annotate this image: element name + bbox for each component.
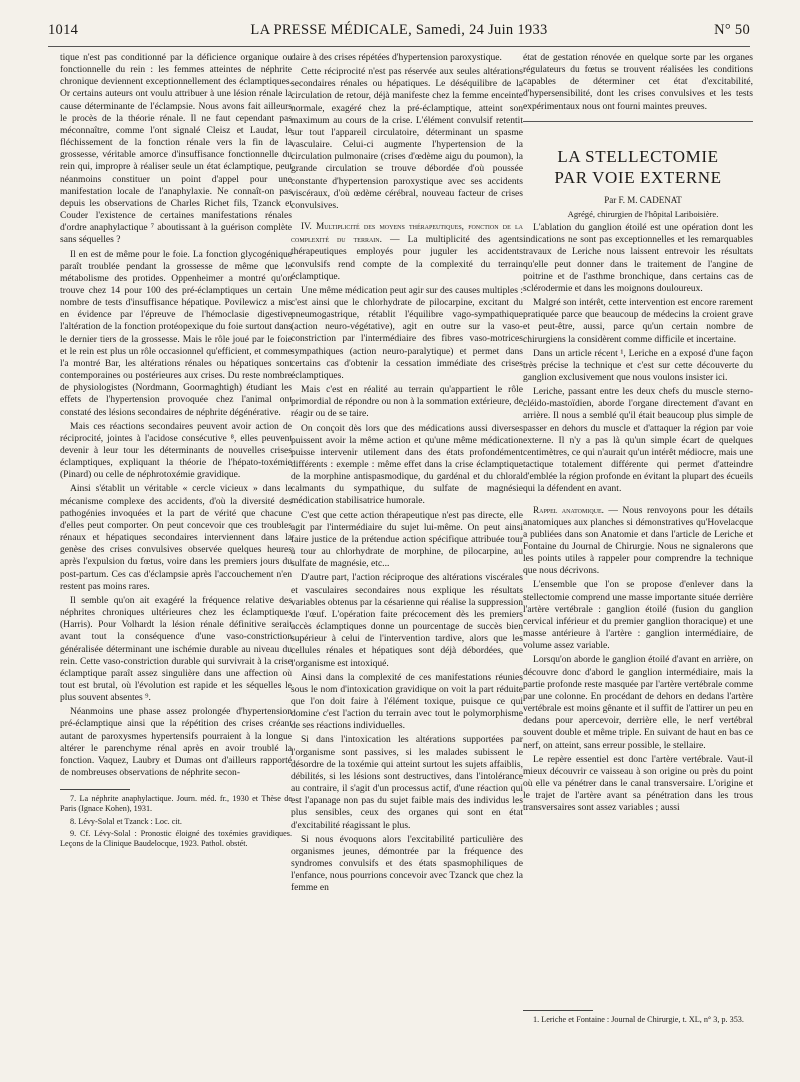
rappel-text: — Nous renvoyons pour les détails anatomiques aux planches si démonstratives qu'Hovelacque a publiées dans son Anatomie et dans l'article de Leriche et Fontaine du Journal de Chirurgie. Nous ne signalerons que les points utiles à rappeler pour comprendre la technique que nous décrivons. — [523, 504, 753, 577]
paragraph: tique n'est pas conditionné par la déficience organique ou fonctionnelle du rein : les femmes atteintes de néphrite chronique deviennent exceptionnellement des éclamptiques. Or certains auteurs ont voulu attribuer à une lésion rénale la cause déterminante de l'éclampsie. Nous avons fait ailleurs le procès de la théorie rénale. Il ne faut cependant pas méconnaître, comme l'ont signalé Cleisz et Laudat, le fléchissement de la fonction rénale vers la fin de la grossesse, véritable amorce d'insuffisance fonctionnelle du rein qui, impropre à réaliser seule un état éclamptique, peut néanmoins constituer un point d'appel pour une manifestation locale de l'anaphylaxie. Ne connaît-on pas depuis les observations de Charles Richet fils, Tzanck et Couder l'existence de certaines manifestations rénales d'ordre anaphylactique ⁷ aboutissant à la guérison complète sans séquelles ? — [60, 52, 292, 246]
section-heading: IV. Multiplicité des moyens thérapeutiques, fonction de la complexité du terrain. — [291, 221, 523, 245]
footnote: 7. La néphrite anaphylactique. Journ. méd. fr., 1930 et Thèse de Paris (Ignace Kohen), 1931. — [60, 794, 292, 814]
article-title — [523, 146, 753, 188]
column-3-footnotes — [523, 1010, 753, 1027]
paragraph: C'est que cette action thérapeutique n'est pas directe, elle agit par l'intermédiaire du sujet lui-même. On peut ainsi faire justice de la prétendue action spécifique attribuée tour à tour au chlorhydrate de morphine, de pilocarpine, au sulfate de magnésie, etc... — [291, 509, 523, 570]
footnote: 9. Cf. Lévy-Solal : Pronostic éloigné des toxémies gravidiques. Leçons de la Clinique Baudelocque, 1923. Pathol. obstét. — [60, 828, 292, 849]
paragraph: Néanmoins une phase assez prolongée d'hypertension pré-éclamptique ainsi que la répétition des crises créant autant de paroxysmes hypertensifs pourraient à la longue altérer le parenchyme rénal après en avoir troublé la fonction. Vaquez, Laubry et Dumas ont d'ailleurs rapporté de nombreuses observations de néphrite secon- — [60, 706, 292, 779]
paragraph: Ainsi dans la complexité de ces manifestations réunies sous le nom d'intoxication gravidique on voit la part réduite que l'on doit faire à l'élément toxique, puisque ce qui domine c'est l'action du terrain avec tout le polymorphisme de ses réactions individuelles. — [291, 671, 523, 732]
paragraph: Malgré son intérêt, cette intervention est encore rarement pratiquée parce que beaucoup de médecins la croient grave et peut-être, aussi, parce qu'un certain nombre de chirurgiens la considèrent comme difficile et incertaine. — [523, 297, 753, 345]
article-title-line: PAR VOIE EXTERNE — [554, 167, 722, 187]
article-title-line: LA STELLECTOMIE — [557, 146, 719, 166]
article-byline: Par F. M. CADENAT — [604, 194, 682, 205]
paragraph: Le repère essentiel est donc l'artère vertébrale. Vaut-il mieux découvrir ce vaisseau à son origine ou près du point où elle va pénétrer dans le canal transversaire. L'origine et le trajet de l'artère avant sa pénétration dans les trous transversaires sont assez variables ; aussi — [523, 753, 753, 814]
paragraph: daire à des crises répétées d'hypertension paroxystique. — [291, 52, 502, 63]
paragraph: On conçoit dès lors que des médications aussi diverses puissent avoir la même action et qu'une même médication puisse intervenir utilement dans des états profondément différents : exemple : même effet dans la crise éclamptique de la morphine antispasmodique, du gardénal et du chloral calmants du sympathique, du sulfate de magnésie médication stabilisatrice humorale. — [291, 422, 523, 507]
header-rule — [48, 46, 750, 47]
paragraph: Il en est de même pour le foie. La fonction glycogénique paraît troublée pendant la grossesse de même que le métabolisme des protides. Oppenheimer a montré qu'on trouve chez 14 pour 100 des pré-éclamptiques un certain nombre de tests d'insuffisance hépatique. Povilewicz a mis en évidence par l'épreuve de l'hémoclasie digestive l'altération de la fonction protéopexique du foie surtout dans le dernier tiers de la grossesse. Mais le rôle joué par le foie et le rein est plus un rôle occasionnel qu'efficient, et comme l'a montré Bar, les altérations rénales ou hépatiques sont contemporaines ou postérieures aux crises. Du reste nombre de physiologistes (Nordmann, Goormaghtigh) étudiant les effets de l'hypertension provoquée chez l'animal ont constaté des lésions secondaires de néphrite dégénérative. — [60, 248, 292, 418]
section-lead: — La multiplicité des agents thérapeutiques employés pour juguler les accidents convulsifs rend compte de la complexité du terrain éclamptique. — [291, 234, 523, 282]
paragraph: L'ensemble que l'on se propose d'enlever dans la stellectomie comprend une masse importante située derrière l'artère vertébrale : ganglion étoilé (fusion du ganglion cervical inférieur et du premier ganglion thoracique) et une masse antérieure à l'artère : ganglion intermédiaire, de volume assez variable. — [523, 579, 753, 652]
paragraph: L'ablation du ganglion étoilé est une opération dont les indications ne sont pas exceptionnelles et les remarquables travaux de Leriche nous laissent entrevoir les résultats qu'elle peut donner dans le traitement de l'angine de poitrine et de l'asthme bronchique, dans certains cas de sclérodermie et dans les moignons douloureux. — [523, 222, 753, 294]
page-number: 1014 — [48, 22, 79, 38]
footnote-rule — [523, 1010, 593, 1011]
paragraph: Si dans l'intoxication les altérations supportées par l'organisme sont passives, si les malades subissent le désordre de la toxémie qui atteint surtout les sujets affaiblis, débilités, si les lésions sont destructives, dans l'intolérance au contraire, il s'agit d'un processus actif, d'une réaction qui est l'apanage non pas du sujet faible mais des individus les plus sensibles, ceux des organes qui sont en état d'excitabilité réagissant le plus. — [291, 734, 523, 831]
issue-number: N° 50 — [714, 22, 750, 38]
paragraph: D'autre part, l'action réciproque des altérations viscérales et vasculaires secondaires nous explique les résultats variables obtenus par la césarienne qui réalise la suppression de l'œuf. L'opération faite précocement dès les premiers accès éclamptiques donne un pourcentage de succès bien supérieur à celui de l'intervention tardive, alors que les cellules rénales et hépatiques sont déjà débordées, que l'organisme est intoxiqué. — [291, 572, 523, 669]
column-3 — [523, 52, 753, 816]
rappel-heading: Rappel anatomique. — [533, 504, 604, 515]
paragraph: Une même médication peut agir sur des causes multiples : c'est ainsi que le chlorhydrate de pilocarpine, excitant du pneumogastrique, rétablit l'équilibre vago-sympathique (action neuro-végétative), agit en outre sur la vaso-constriction par l'intermédiaire des fibres vaso-motrices sympathiques (action neuro-paralytique) et permet dans certains cas d'obtenir la cessation immédiate des crises éclamptiques. — [291, 284, 523, 381]
page-header — [48, 22, 750, 44]
section-paragraph — [291, 220, 523, 283]
paragraph: Dans un article récent ¹, Leriche en a exposé d'une façon très précise la technique et c'est sur cette découverte du ganglion exclusivement que nous voulons insister ici. — [523, 347, 753, 383]
rappel-paragraph — [523, 504, 753, 578]
article-separator — [523, 121, 753, 122]
paragraph: Lorsqu'on aborde le ganglion étoilé d'avant en arrière, on découvre donc d'abord le ganglion intermédiaire, mais la partie profonde reste masquée par l'artère vertébrale comme par une colonne. En procédant de dehors en dedans l'artère vertébrale est moins gênante et il suffit de l'attirer un peu en dedans pour apercevoir, derrière elle, le nerf vertébral souvent double et même triple. En suivant de haut en bas ce nerf, on atteint, sans erreur possible, le stellaire. — [523, 654, 753, 751]
masthead: LA PRESSE MÉDICALE, Samedi, 24 Juin 1933 — [250, 22, 548, 38]
column-1 — [60, 52, 292, 1072]
paragraph: Si nous évoquons alors l'excitabilité particulière des organismes jeunes, démontrée par la fréquence des syndromes convulsifs et des états spasmophiliques de l'enfance, nous pourrions concevoir avec Tzanck que chez la femme en — [291, 833, 523, 894]
column-2 — [291, 52, 523, 896]
footnote: 1. Leriche et Fontaine : Journal de Chirurgie, t. XL, n° 3, p. 353. — [533, 1015, 744, 1024]
footnote-rule — [60, 789, 130, 790]
paragraph: état de gestation rénovée en quelque sorte par les organes régulateurs du fœtus se trouvent réalisées les conditions capables de déterminer cet état d'excitabilité, d'hypersensibilité, dont les crises convulsives et les tests expérimentaux nous ont fourni maintes preuves. — [523, 52, 753, 112]
paragraph: Cette réciprocité n'est pas réservée aux seules altérations secondaires rénales ou hépatiques. Le déséquilibre de la circulation de retour, déjà manifeste chez la femme enceinte normale, exagéré chez la pré-éclamptique, atteint son maximum au cours de la crise. L'élément convulsif retentit sur tout l'appareil circulatoire, déterminant un spasme vasculaire. Celui-ci augmente l'hypertension de la circulation pulmonaire (crises d'œdème aigu du poumon), la grande circulation se trouve débordée d'où poussée constante d'hypertension paroxystique avec ses accidents viscéraux, d'où œdème cérébral, nouveau facteur de crises convulsives. — [291, 66, 523, 211]
paragraph: Leriche, passant entre les deux chefs du muscle sterno-cléido-mastoïdien, aborde l'organe directement d'avant en arrière. Il nous a semblé qu'il était beaucoup plus simple de passer en dehors du muscle et d'attaquer la région par voie externe. Il n'y a pas là qu'un simple écart de quelques centimètres, ce qui n'aurait qu'un intérêt médiocre, mais une tactique totalement différente qui permet d'atteindre d'emblée la région profonde en évitant la plupart des écueils qui la défendent en avant. — [523, 386, 753, 495]
article-affiliation: Agrégé, chirurgien de l'hôpital Lariboisière. — [567, 208, 719, 219]
paragraph: Mais ces réactions secondaires peuvent avoir action de réciprocité, jointes à l'acidose consécutive ⁸, elles peuvent devenir à leur tour les déterminants de nouvelles crises éclamptiques, expliquant la théorie de l'hépato-toxémie (Pinard) ou celle de néphrotoxémie gravidique. — [60, 420, 292, 481]
paragraph: Ainsi s'établit un véritable « cercle vicieux » dans le mécanisme complexe des accidents, d'où la diversité des pathogénies invoquées et la part de vérité que chacune d'elles peut comporter. On peut concevoir que ces troubles rénaux et hépatiques secondaires interviennent dans la genèse des crises convulsives observée quelques heures après l'expulsion du fœtus, voire dans les premiers jours du post-partum. Ces cas d'éclampsie après l'accouchement n'en restent pas moins rares. — [60, 483, 292, 592]
footnote: 8. Lévy-Solal et Tzanck : Loc. cit. — [70, 816, 182, 826]
paragraph: Mais c'est en réalité au terrain qu'appartient le rôle primordial de répondre ou non à la sommation extérieure, de réagir ou de se taire. — [291, 384, 523, 420]
paragraph: Il semble qu'on ait exagéré la fréquence relative des néphrites chroniques ultérieures chez les éclamptiques (Harris). Pour Volhardt la lésion rénale définitive serait avant tout la conséquence d'une vaso-constriction généralisée déterminant une ischémie durable au niveau du rein. Cette vaso-constriction durable qui survivrait à la crise éclamptique paraît assez singulière dans une affection où tout est brutal, où l'évolution est rapide et les séquelles le plus souvent absentes ⁹. — [60, 594, 292, 704]
